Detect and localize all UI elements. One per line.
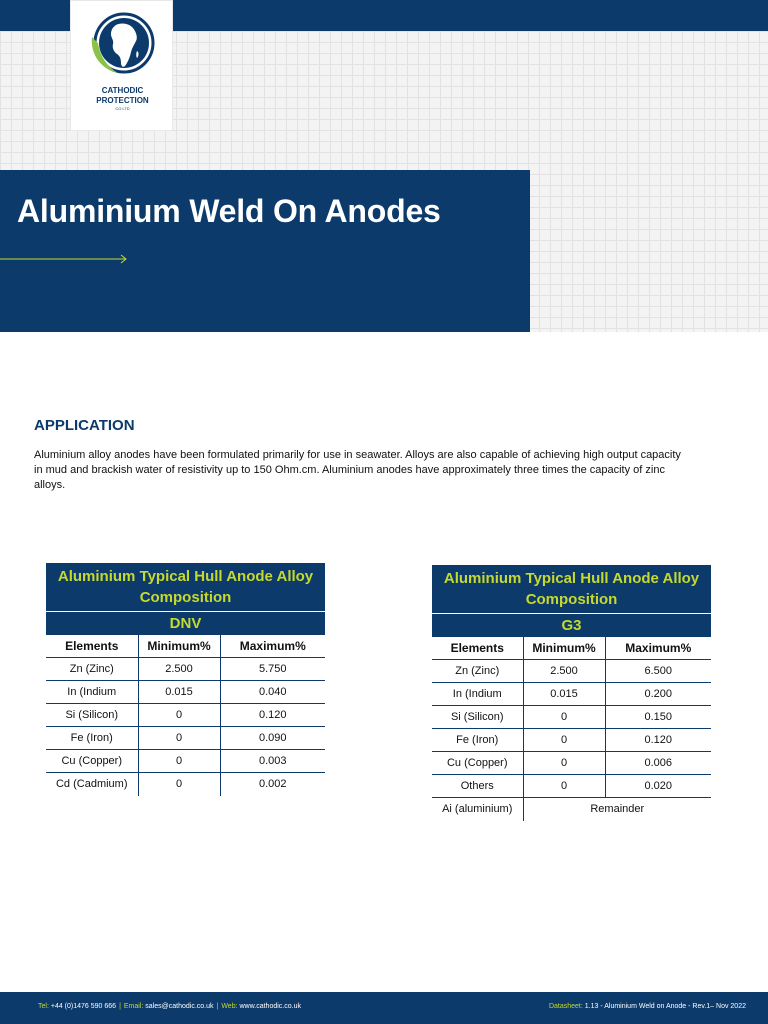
- table-cell: Others: [432, 775, 523, 798]
- table-cell: 0: [523, 706, 605, 729]
- table-cell: Cd (Cadmium): [55, 778, 128, 791]
- table-row: [432, 752, 711, 775]
- page-title: Aluminium Weld On Anodes: [17, 193, 441, 229]
- table-row-remainder: [432, 798, 711, 821]
- datasheet-label: Datasheet:: [548, 1003, 583, 1010]
- web-link[interactable]: www.cathodic.co.uk: [239, 1003, 301, 1010]
- column-header: Elements: [46, 635, 138, 658]
- datasheet-value: 1.13 - Aluminium Weld on Anode - Rev.1– Nov 2022: [584, 1003, 746, 1010]
- email-link[interactable]: sales@cathodic.co.uk: [145, 1003, 214, 1010]
- table-header-row: [46, 635, 325, 658]
- table-title: Aluminium Typical Hull Anode Alloy Composition: [46, 563, 325, 612]
- table-cell: 0.015: [523, 683, 605, 706]
- table-row: [46, 658, 325, 681]
- dnv-composition-table: [46, 563, 325, 796]
- footer-contact: [38, 1003, 301, 1010]
- email-label: Email:: [123, 1003, 144, 1010]
- table-cell: Cu (Copper): [46, 750, 138, 773]
- footer-datasheet: [549, 1003, 746, 1010]
- table-cell: Zn (Zinc): [46, 658, 138, 681]
- table-cell: 5.750: [220, 658, 325, 681]
- table-row: [432, 729, 711, 752]
- table-cell: Ai (aluminium): [442, 803, 513, 816]
- column-header: Maximum%: [220, 635, 325, 658]
- company-logo: [70, 0, 173, 131]
- table-title: Aluminium Typical Hull Anode Alloy Composition: [432, 565, 711, 614]
- table-cell: 0: [523, 729, 605, 752]
- table-cell: Fe (Iron): [432, 729, 523, 752]
- table-cell: 0.003: [220, 750, 325, 773]
- table-cell: Cu (Copper): [432, 752, 523, 775]
- table-cell: 2.500: [523, 660, 605, 683]
- table-row: [46, 727, 325, 750]
- table-cell: 0: [138, 704, 220, 727]
- table-row: [432, 775, 711, 798]
- globe-icon: [86, 11, 158, 83]
- table-cell: 0.006: [605, 752, 711, 775]
- table-row: [432, 706, 711, 729]
- standard-label: DNV: [46, 612, 325, 635]
- standard-label: G3: [432, 614, 711, 637]
- table-cell: Zn (Zinc): [432, 660, 523, 683]
- table-cell: In (Indium: [432, 683, 523, 706]
- table-cell: 0.120: [605, 729, 711, 752]
- table-row: [46, 704, 325, 727]
- table-header-row: [432, 637, 711, 660]
- table-cell: 0.090: [220, 727, 325, 750]
- table-cell: In (Indium: [46, 681, 138, 704]
- table-row: [46, 681, 325, 704]
- g3-composition-table: [432, 565, 711, 821]
- table-row: [46, 750, 325, 773]
- logo-text-line2: PROTECTION: [96, 96, 149, 105]
- table-cell: Remainder: [523, 798, 711, 821]
- table-cell: Si (Silicon): [46, 704, 138, 727]
- column-header: Minimum%: [523, 637, 605, 660]
- table-cell: 0.040: [220, 681, 325, 704]
- separator: |: [216, 1003, 219, 1010]
- table-cell: Si (Silicon): [432, 706, 523, 729]
- tel-label: Tel:: [38, 1003, 49, 1010]
- logo-text: [71, 86, 174, 112]
- tel-value: +44 (0)1476 590 666: [50, 1003, 117, 1010]
- table-cell: 0.150: [605, 706, 711, 729]
- table-cell: 0.015: [138, 681, 220, 704]
- web-label: Web:: [221, 1003, 238, 1010]
- column-header: Elements: [432, 637, 523, 660]
- logo-text-line1: CATHODIC: [101, 86, 144, 95]
- table-row: [46, 773, 325, 796]
- table-cell: 6.500: [605, 660, 711, 683]
- logo-text-line3: CO LTD: [115, 106, 130, 111]
- table-cell: 0: [138, 727, 220, 750]
- column-header: Maximum%: [605, 637, 711, 660]
- separator: |: [119, 1003, 121, 1010]
- table-cell: 0: [523, 775, 605, 798]
- table-cell: 0.020: [605, 775, 711, 798]
- arrow-right-icon: [0, 254, 130, 264]
- column-header: Minimum%: [138, 635, 220, 658]
- application-body: Aluminium alloy anodes have been formulated primarily for use in seawater. Alloys are also capable of achieving high output capacity in mud and brackish water of resistivity up to 150 Ohm.cm. Aluminium anodes have approximately three times the capacity of zinc alloys.: [34, 449, 681, 491]
- table-cell: 0.200: [605, 683, 711, 706]
- application-heading: APPLICATION: [34, 417, 135, 434]
- footer: [0, 992, 768, 1024]
- table-row: [432, 660, 711, 683]
- table-cell: 0.120: [220, 704, 325, 727]
- table-cell: 0: [138, 750, 220, 773]
- table-cell: 2.500: [138, 658, 220, 681]
- hero-banner: [0, 170, 530, 332]
- table-cell: 0.002: [220, 773, 325, 796]
- table-cell: 0: [138, 773, 220, 796]
- table-row: [432, 683, 711, 706]
- table-cell: Fe (Iron): [46, 727, 138, 750]
- table-cell: 0: [523, 752, 605, 775]
